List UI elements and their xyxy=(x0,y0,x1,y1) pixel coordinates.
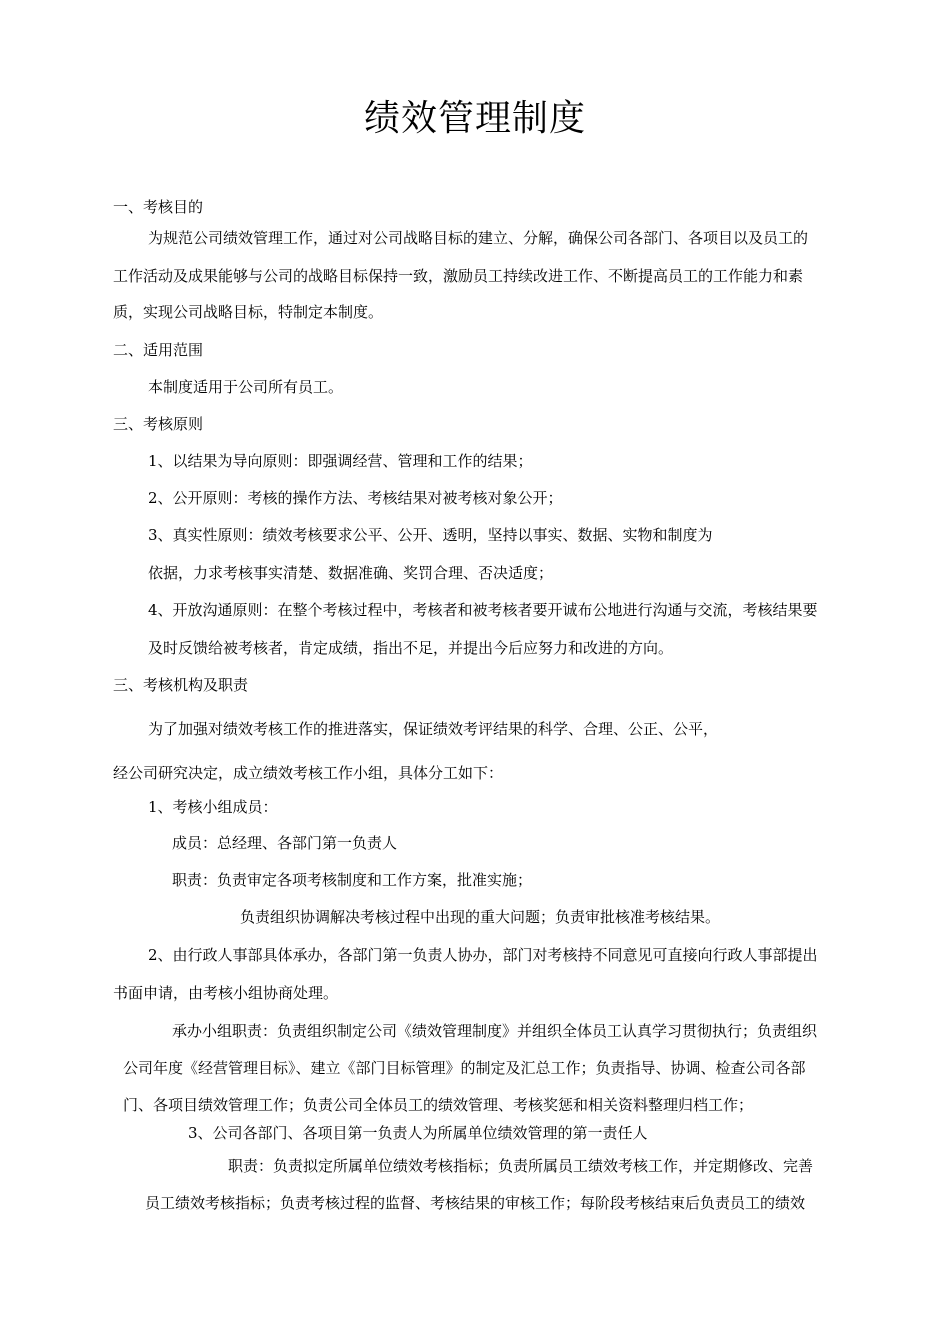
organization-item: 2、由行政人事部具体承办，各部门第一负责人协办，部门对考核持不同意见可直接向行政人事部提出 xyxy=(148,946,818,964)
purpose-paragraph-line: 为规范公司绩效管理工作，通过对公司战略目标的建立、分解，确保公司各部门、各项目以及员工的 xyxy=(148,229,809,247)
organization-paragraph-line: 公司年度《经营管理目标》、建立《部门目标管理》的制定及汇总工作；负责指导、协调、检查公司各部 xyxy=(123,1059,806,1077)
organization-duties-continued: 负责组织协调解决考核过程中出现的重大问题；负责审批核准考核结果。 xyxy=(240,908,721,926)
principle-item: 3、真实性原则：绩效考核要求公平、公开、透明，坚持以事实、数据、实物和制度为 xyxy=(148,526,713,544)
organization-paragraph-line: 职责：负责拟定所属单位绩效考核指标；负责所属员工绩效考核工作，并定期修改、完善 xyxy=(228,1157,814,1175)
organization-paragraph-line: 为了加强对绩效考核工作的推进落实，保证绩效考评结果的科学、合理、公正、公平， xyxy=(148,720,719,738)
organization-item-continued: 书面申请，由考核小组协商处理。 xyxy=(113,984,339,1002)
organization-paragraph-line: 门、各项目绩效管理工作；负责公司全体员工的绩效管理、考核奖惩和相关资料整理归档工作； xyxy=(123,1096,754,1114)
organization-paragraph-line: 承办小组职责：负责组织制定公司《绩效管理制度》并组织全体员工认真学习贯彻执行；负责组织 xyxy=(172,1022,818,1040)
purpose-paragraph-line: 质，实现公司战略目标，特制定本制度。 xyxy=(113,303,384,321)
principle-item-continued: 及时反馈给被考核者，肯定成绩，指出不足，并提出今后应努力和改进的方向。 xyxy=(148,639,674,657)
purpose-paragraph-line: 工作活动及成果能够与公司的战略目标保持一致，激励员工持续改进工作、不断提高员工的工作能力和素 xyxy=(113,267,804,285)
organization-members: 成员：总经理、各部门第一负责人 xyxy=(172,834,398,852)
principle-item-continued: 依据，力求考核事实清楚、数据准确、奖罚合理、否决适度； xyxy=(148,564,554,582)
document-title: 绩效管理制度 xyxy=(363,98,586,139)
section-heading-scope: 二、适用范围 xyxy=(113,341,204,359)
section-heading-organization: 三、考核机构及职责 xyxy=(113,676,249,694)
principle-item: 4、开放沟通原则：在整个考核过程中，考核者和被考核者要开诚布公地进行沟通与交流，考核结果要 xyxy=(148,601,818,619)
organization-subheading: 1、考核小组成员： xyxy=(148,798,278,816)
principle-item: 1、以结果为导向原则：即强调经营、管理和工作的结果； xyxy=(148,452,533,470)
organization-duties: 职责：负责审定各项考核制度和工作方案，批准实施； xyxy=(172,871,533,889)
organization-paragraph-line: 经公司研究决定，成立绩效考核工作小组，具体分工如下： xyxy=(113,764,504,782)
scope-paragraph-line: 本制度适用于公司所有员工。 xyxy=(148,378,344,396)
section-heading-purpose: 一、考核目的 xyxy=(113,198,204,216)
organization-item: 3、公司各部门、各项目第一负责人为所属单位绩效管理的第一责任人 xyxy=(188,1124,648,1142)
principle-item: 2、公开原则：考核的操作方法、考核结果对被考核对象公开； xyxy=(148,489,563,507)
section-heading-principles: 三、考核原则 xyxy=(113,415,204,433)
organization-paragraph-line: 员工绩效考核指标；负责考核过程的监督、考核结果的审核工作；每阶段考核结束后负责员工的绩效 xyxy=(145,1194,806,1212)
